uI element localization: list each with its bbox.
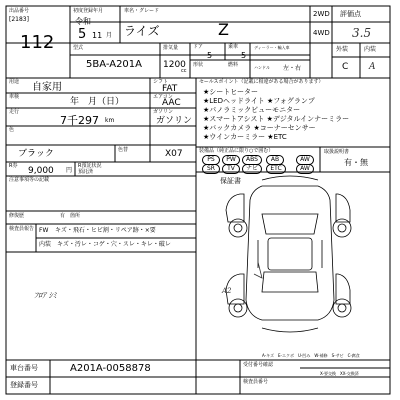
lot-number: 112	[20, 32, 55, 53]
exhibit-number: [2183]	[9, 16, 29, 23]
sales-point: ★ウインカーミラー ★ETC	[203, 133, 287, 141]
doors-label: ドア	[193, 44, 203, 50]
manual-value: 有・無	[344, 158, 368, 167]
equip-navi: ナビ	[242, 164, 262, 174]
displacement: 1200	[163, 60, 186, 70]
shape-label: 形状	[193, 62, 204, 68]
manual-label: 取扱説明書	[324, 149, 350, 155]
recycle-amount: 9,000	[28, 166, 54, 176]
era: 令和	[75, 17, 91, 26]
aircon: AAC	[162, 98, 181, 108]
equip-sr: SR	[202, 164, 220, 174]
gas: ガソリン	[156, 116, 193, 126]
sales-point: ★スマートアシスト ★デジタルインナーミラー	[203, 115, 350, 123]
sales-point: ★LEDヘッドライト ★フォグランプ	[203, 97, 315, 105]
repair-location: 箇所	[70, 213, 81, 219]
cc-unit: cc	[181, 68, 187, 74]
color-label: 色	[9, 127, 15, 133]
exterior-label: 外装	[336, 46, 349, 53]
handle-label: ハンドル	[254, 65, 270, 70]
color: ブラック	[18, 149, 54, 159]
reg-label: 登録番号	[10, 381, 38, 389]
sales-point: ★バックカメラ ★コーナーセンサー	[203, 124, 316, 132]
equip-tv: TV	[222, 164, 240, 174]
exhibit-label: 出品番号	[9, 8, 30, 14]
equip-ab: AB	[266, 155, 284, 165]
drive-2wd: 2WD	[313, 10, 330, 18]
inspector-line-fw: FW	[39, 227, 49, 234]
equip-ps: PS	[202, 155, 220, 165]
yen-unit: 円	[66, 167, 73, 174]
sales-point: ★シートヒーター	[203, 88, 258, 96]
color-code: X07	[165, 149, 183, 159]
equip-aw2: AW	[296, 164, 314, 174]
recycle-label: R券	[9, 163, 18, 169]
model: 5BA-A201A	[86, 59, 143, 70]
gas-label: ガソリン	[153, 109, 174, 115]
inspector-line-int: 内装	[39, 241, 52, 248]
car-diagram-icon	[226, 176, 351, 332]
damage-legend-2: X-要交換 XX-交換済	[320, 371, 359, 376]
recycle-status-label: R預託状況	[78, 163, 102, 169]
warranty-label: 保証書	[220, 177, 241, 185]
inspector-label: 検査員報告	[9, 226, 35, 232]
shift-label: シフト	[153, 79, 169, 85]
model-label: 型式	[73, 45, 84, 51]
car-name-label: 車名・グレード	[124, 8, 160, 14]
notes-label: 注意事項等の記載	[9, 177, 50, 183]
first-reg-label: 初度登録年月	[73, 8, 104, 14]
recycle-status: 預託済	[78, 169, 94, 175]
equip-pw: PW	[222, 155, 240, 165]
inspector-line-fw-detail: キズ・飛石・ヒビ割・リペア跡・×要	[55, 227, 156, 234]
inspection: 年 月（日）	[70, 97, 125, 107]
aircon-label: エアコン	[153, 94, 173, 100]
year: 5	[78, 27, 87, 42]
exterior-score: C	[342, 62, 349, 72]
sales-points-header: セールスポイント（記載に相違がある場合があります）	[199, 79, 324, 85]
score: 3.5	[352, 26, 372, 40]
footer-label-2: 検査員番号	[243, 379, 269, 385]
interior-score: A	[369, 62, 376, 72]
repair-label: 修復歴	[9, 213, 25, 219]
drive-4wd: 4WD	[313, 29, 330, 37]
doors: 5	[207, 51, 213, 60]
car-name: ライズ	[124, 24, 160, 38]
footer-label-1: 受付番号確認	[243, 362, 274, 368]
equipment-header: 装備品（純正品に限り○で囲む）	[199, 148, 274, 154]
equip-abs: ABS	[242, 155, 262, 165]
sales-point: ★パノラミックビューモニター	[203, 106, 301, 114]
equip-aw: AW	[296, 155, 314, 165]
damage-legend: A-キズ E-エクボ U-凹み W-補修 S-サビ C-腐食	[262, 353, 360, 358]
score-label: 評価点	[340, 10, 361, 18]
repair-flag: 有	[60, 213, 66, 219]
handle: 左・右	[283, 65, 302, 72]
month: 11	[92, 31, 103, 40]
inspection-label: 車検	[9, 94, 20, 100]
mileage-label: 走行	[9, 109, 20, 115]
mileage: 7千297	[60, 114, 99, 127]
shift: FAT	[162, 84, 178, 94]
month-unit: 月	[106, 32, 113, 39]
use-label: 用途	[9, 79, 20, 85]
color-no-label: 色替	[118, 147, 129, 153]
inspector-line-int-detail: キズ・汚レ・コゲ・穴・スレ・キレ・破レ	[57, 241, 171, 248]
km-unit: km	[105, 117, 115, 124]
interior-label: 内装	[364, 46, 377, 53]
seats: 5	[241, 51, 247, 60]
fuel-label: 燃料	[228, 62, 239, 68]
seats-label: 乗車	[228, 44, 239, 50]
handwritten-note: ﾌﾛｱ ｼﾐ	[34, 291, 57, 300]
handwritten-note-2: A2	[222, 287, 232, 295]
vin: A201A-0058878	[70, 363, 151, 374]
vin-label: 車台番号	[10, 364, 38, 372]
displacement-label: 排気量	[163, 45, 179, 51]
dealer-label: ディーラー・輸入車	[254, 45, 290, 50]
grade: Z	[218, 20, 229, 39]
equip-etc: ETC	[266, 164, 286, 174]
use: 自家用	[32, 82, 62, 93]
